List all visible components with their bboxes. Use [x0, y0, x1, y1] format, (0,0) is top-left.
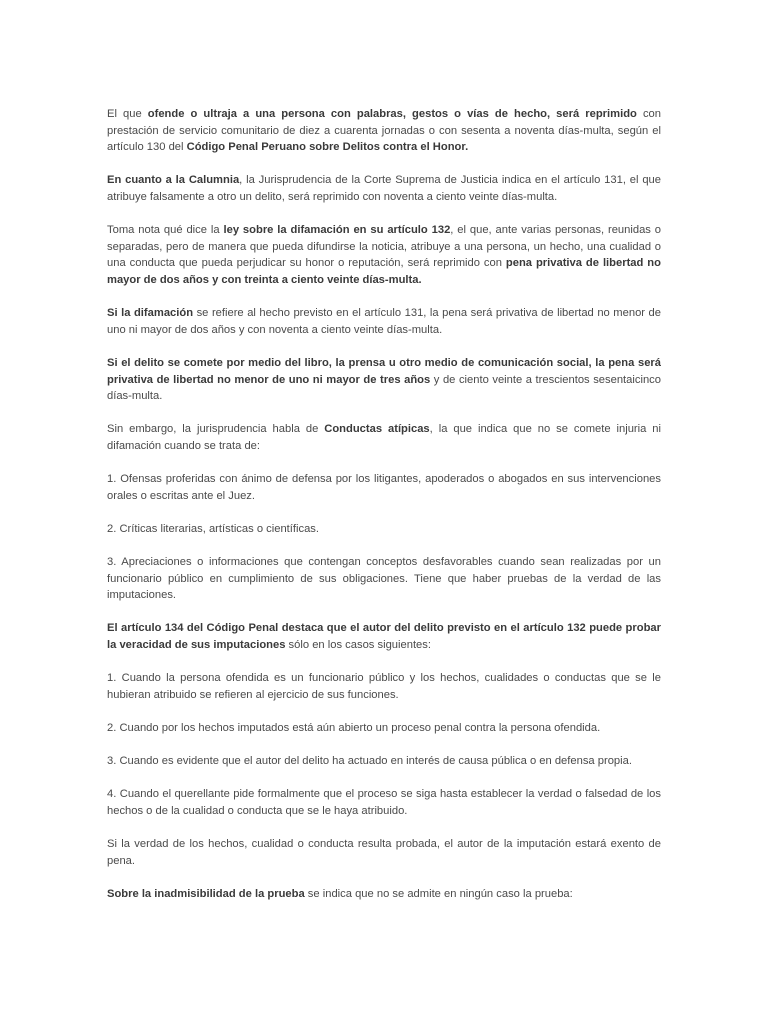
list-item-case-2: 2. Cuando por los hechos imputados está aún abierto un proceso penal contra la persona ofendida. — [107, 721, 601, 734]
list-item-case-1: 1. Cuando la persona ofendida es un funcionario público y los hechos, cualidades o conductas que se le hubieran atribuido se refieren al ejercicio de sus funciones. — [107, 672, 661, 701]
paragraph-exemption: Si la verdad de los hechos, cualidad o conducta resulta probada, el autor de la imputación estará exento de pena. — [107, 838, 661, 867]
list-item-atypical-3: 3. Apreciaciones o informaciones que contengan conceptos desfavorables cuando sean realizadas por un funcionario público en cumplimiento de sus obligaciones. Tiene que haber pruebas de la verdad de las imputaciones. — [107, 556, 661, 602]
paragraph-3: Toma nota qué dice la ley sobre la difamación en su artículo 132, el que, ante varias personas, reunidas o separadas, pero de manera que pueda difundirse la noticia, atribuye a una persona, un hecho, una cualidad o una conducta que pueda perjudicar su honor o reputación, será reprimido con pena privativa de libertad no mayor de dos años y con treinta a ciento veinte días-multa. — [107, 224, 661, 286]
paragraph-article-134: El artículo 134 del Código Penal destaca que el autor del delito previsto en el artículo 132 puede probar la veracidad de sus imputaciones sólo en los casos siguientes: — [107, 622, 661, 651]
paragraph-2: En cuanto a la Calumnia, la Jurisprudencia de la Corte Suprema de Justicia indica en el artículo 131, el que atribuye falsamente a otro un delito, será reprimido con noventa a ciento veinte días-multa. — [107, 174, 661, 203]
paragraph-5: Si el delito se comete por medio del libro, la prensa u otro medio de comunicación social, la pena será privativa de libertad no menor de uno ni mayor de tres años y de ciento veinte a trescientos sesentaicinco días-multa. — [107, 356, 661, 403]
list-item-atypical-1: 1. Ofensas proferidas con ánimo de defensa por los litigantes, apoderados o abogados en sus intervenciones orales o escritas ante el Juez. — [107, 473, 661, 502]
paragraph-inadmissibility: Sobre la inadmisibilidad de la prueba se indica que no se admite en ningún caso la prueba: — [107, 887, 573, 900]
paragraph-1: El que ofende o ultraja a una persona con palabras, gestos o vías de hecho, será reprimido con prestación de servicio comunitario de diez a cuarenta jornadas o con sesenta a noventa días-multa, según el artículo 130 del Código Penal Peruano sobre Delitos contra el Honor. — [107, 108, 661, 154]
list-item-case-3: 3. Cuando es evidente que el autor del delito ha actuado en interés de causa pública o en defensa propia. — [107, 755, 632, 768]
list-item-atypical-2: 2. Críticas literarias, artísticas o científicas. — [107, 522, 320, 535]
paragraph-6: Sin embargo, la jurisprudencia habla de Conductas atípicas, la que indica que no se comete injuria ni difamación cuando se trata de: — [107, 423, 662, 452]
paragraph-4: Si la difamación se refiere al hecho previsto en el artículo 131, la pena será privativa de libertad no menor de uno ni mayor de dos años y con noventa a ciento veinte días-multa. — [107, 307, 661, 336]
document-body — [107, 106, 661, 903]
list-item-case-4: 4. Cuando el querellante pide formalmente que el proceso se siga hasta establecer la verdad o falsedad de los hechos o de la cualidad o conducta que se le haya atribuido. — [107, 788, 661, 817]
